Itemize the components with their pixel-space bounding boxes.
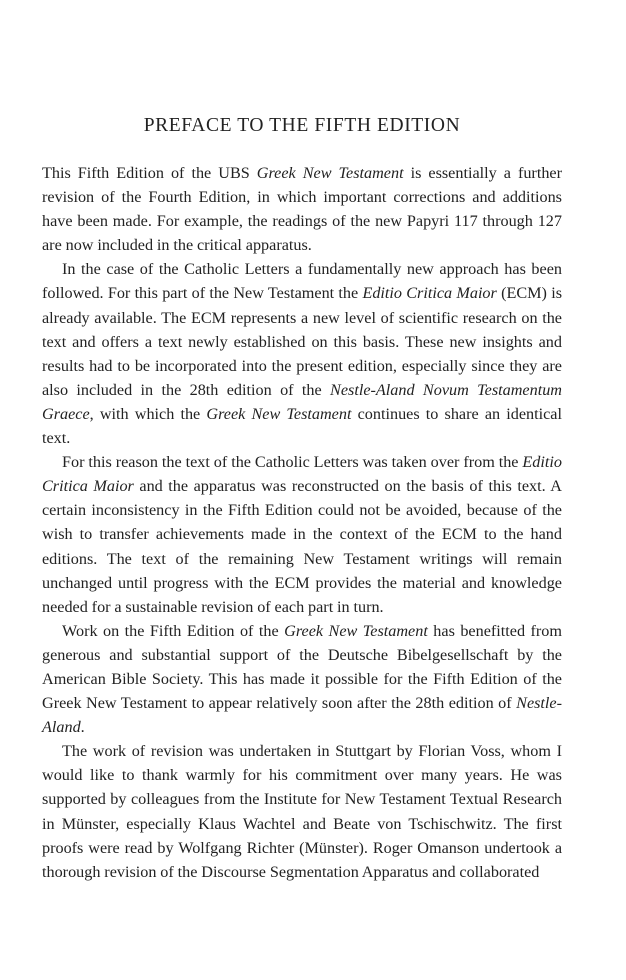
page-title: PREFACE TO THE FIFTH EDITION: [143, 115, 461, 136]
italic-title: Nestle-Aland: [42, 694, 562, 737]
paragraph-4: [42, 619, 562, 739]
text-run: has benefitted from generous and substantial support of the Deutsche Bibelgesellschaft by the American Bible Society. This has made it possible for the Fifth Edition of the Greek New Testament to appear relatively soon after the 28th edition of: [42, 621, 562, 713]
italic-title: Greek New Testament: [284, 621, 428, 640]
text-run: Work on the Fifth Edition of the: [62, 621, 285, 640]
paragraph-1: [42, 161, 562, 257]
text-run: In the case of the Catholic Letters a fundamentally new approach has been followed. For this part of the New Testament the: [42, 260, 562, 303]
text-run: continues to share an identical text.: [42, 404, 562, 448]
italic-title: Greek New Testament: [206, 404, 352, 423]
italic-title: Nestle-Aland Novum Testamentum Graece: [42, 380, 562, 423]
text-run: For this reason the text of the Catholic Letters was taken over from the: [62, 453, 523, 472]
paragraph-3: [42, 450, 562, 619]
paragraph-5: [42, 739, 562, 884]
text-run: and the apparatus was reconstructed on the basis of this text. A certain inconsistency in the Fifth Edition could not be avoided, because of the wish to transfer achievements made in the context of the ECM to the hand editions. The text of the remaining New Testament writings will remain unchanged until progress with the ECM provides the material and knowledge needed for a sustainable revision of each part in turn.: [42, 477, 562, 616]
text-run: (ECM) is already available. The ECM represents a new level of scientific research on the text and offers a text newly established on this basis. These new insights and results had to be incorporated into the present edition, especially since they are also included in the 28th edition of the: [42, 284, 562, 399]
text-run: This Fifth Edition of the UBS: [42, 164, 257, 182]
document-page: [42, 0, 562, 980]
body-text: [42, 161, 562, 884]
text-run: is essentially a further revision of the Fourth Edition, in which important corrections and additions have been made. For example, the readings of the new Papyri 117 through 127 are now included in the critical apparatus.: [42, 164, 562, 255]
text-run: .: [80, 718, 85, 737]
italic-title: Greek New Testament: [256, 164, 404, 182]
paragraph-2: [42, 257, 562, 450]
italic-title: Editio Critica Maior: [42, 453, 562, 496]
text-run: , with which the: [89, 404, 207, 423]
text-run: The work of revision was undertaken in Stuttgart by Florian Voss, whom I would like to thank warmly for his commitment over many years. He was supported by colleagues from the Institute for New Testament Textual Research in Münster, especially Klaus Wachtel and Beate von Tschischwitz. The first proofs were read by Wolfgang Richter (Münster). Roger Omanson undertook a thorough revision of the Discourse Segmentation Apparatus and collaborated: [42, 742, 562, 881]
italic-title: Editio Critica Maior: [362, 284, 497, 303]
